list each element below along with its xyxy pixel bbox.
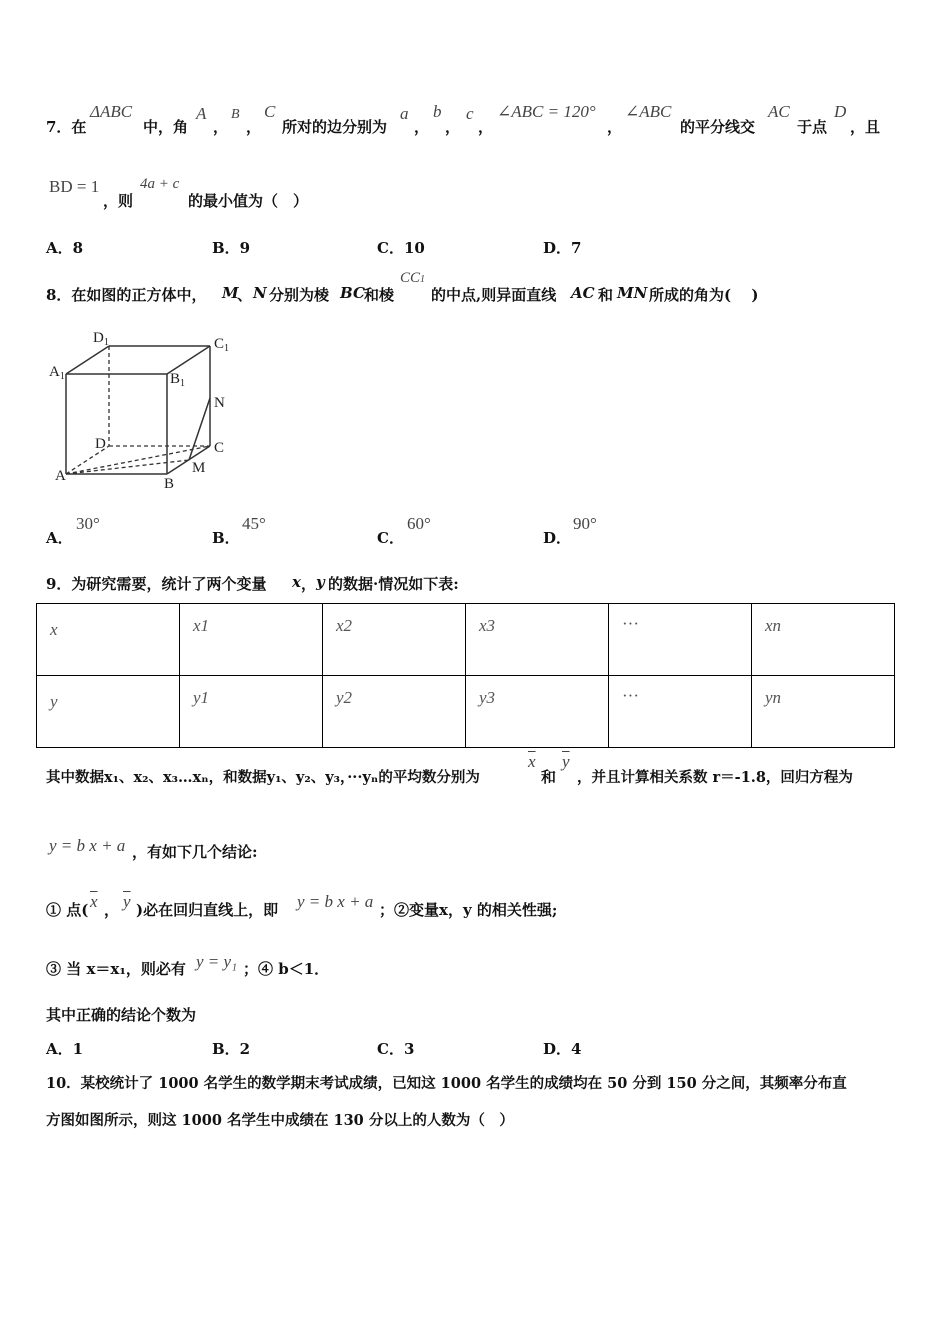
table-cell: ··· bbox=[609, 676, 752, 748]
table-row-x bbox=[37, 604, 895, 676]
q7-expression: 4a + c bbox=[140, 176, 180, 192]
q9-line-1: 其中数据x₁、x₂、x₃…xₙ，和数据y₁、y₂、y₃，···yₙ的平均数分别为 bbox=[46, 769, 480, 786]
q9-conclusion-3a: ③ 当 x＝x₁，则必有 bbox=[46, 960, 186, 978]
q8-number: 8．在如图的正方体中， bbox=[46, 286, 207, 304]
q7-text-7: 的最小值为（ ） bbox=[188, 192, 309, 210]
table-cell: x bbox=[37, 604, 180, 676]
q8-text-3: 的中点,则异面直线 bbox=[431, 286, 557, 304]
q9-ybar: $\overline{y}$ bbox=[562, 752, 570, 771]
q7-point-d: D bbox=[834, 102, 847, 121]
q7-side-b: b bbox=[433, 102, 442, 121]
q7-side-a: a bbox=[400, 104, 409, 123]
q8-option-a-value: 30° bbox=[76, 514, 100, 533]
q7-text-6: ，则 bbox=[103, 192, 134, 210]
q7-segment-ac: AC bbox=[768, 102, 790, 121]
q9-option-d[interactable]: D．4 bbox=[543, 1040, 582, 1058]
q9-intro-a: 9．为研究需要，统计了两个变量 bbox=[46, 575, 267, 593]
q9-option-b[interactable]: B．2 bbox=[212, 1040, 251, 1058]
q7-angle-c: C bbox=[264, 102, 276, 121]
q9-conclusion-3b: ；④ b＜1． bbox=[243, 960, 330, 978]
q7-side-c: c bbox=[466, 104, 474, 123]
edge-b1c1 bbox=[167, 346, 210, 374]
table-cell: x3 bbox=[466, 604, 609, 676]
table-cell: yn bbox=[752, 676, 895, 748]
q7-text-5: ，且 bbox=[850, 118, 881, 136]
q9-option-c[interactable]: C．3 bbox=[377, 1040, 415, 1058]
q7-bd-equation: BD = 1 bbox=[49, 177, 100, 196]
q9-conclusion-3-equation: y = y₁ bbox=[196, 952, 237, 971]
q7-triangle: ΔABC bbox=[90, 102, 133, 121]
table-row-y bbox=[37, 676, 895, 748]
q7-option-d[interactable]: D．7 bbox=[543, 239, 582, 257]
label-a1: $A_1$ bbox=[49, 364, 65, 382]
label-b1: $B_1$ bbox=[170, 371, 186, 389]
q7-angle-b: B bbox=[231, 107, 240, 122]
q8-option-d[interactable]: D． bbox=[543, 529, 572, 547]
table-cell: y1 bbox=[180, 676, 323, 748]
q8-line-ac: AC bbox=[571, 284, 595, 302]
q7-angle-a: A bbox=[196, 104, 207, 123]
table-cell: y3 bbox=[466, 676, 609, 748]
edge-a1d1 bbox=[66, 346, 109, 374]
q8-option-c-value: 60° bbox=[407, 514, 431, 533]
q7-option-b[interactable]: B．9 bbox=[212, 239, 251, 257]
q10-line-1: 10．某校统计了 1000 名学生的数学期末考试成绩，已知这 1000 名学生的成绩均在 50 分到 150 分之间，其频率分布直 bbox=[46, 1075, 847, 1092]
q9-line-2: ，有如下几个结论: bbox=[132, 843, 258, 861]
table-cell: ··· bbox=[609, 604, 752, 676]
q9-option-a[interactable]: A．1 bbox=[46, 1040, 84, 1058]
q9-conclusion-1a: ① 点( bbox=[46, 901, 89, 919]
q7-angle-value: ∠ABC = 120° bbox=[497, 102, 596, 121]
q9-count-question: 其中正确的结论个数为 bbox=[46, 1006, 197, 1024]
q8-text-1: 分别为棱 bbox=[269, 286, 330, 304]
q8-text-4: 和 bbox=[598, 286, 614, 304]
label-m: M bbox=[192, 460, 206, 476]
segment-mn bbox=[189, 398, 210, 460]
q8-option-c[interactable]: C． bbox=[377, 529, 404, 547]
q8-text-5: 所成的角为( ) bbox=[649, 286, 759, 304]
q7-text-4: 于点 bbox=[797, 118, 828, 136]
q8-var-n: N bbox=[253, 284, 267, 302]
label-n: N bbox=[214, 395, 225, 411]
label-c: C bbox=[214, 440, 225, 456]
q8-edge-cc1: CC1 bbox=[400, 270, 426, 286]
q9-regression-equation: y = b x + a bbox=[49, 836, 126, 855]
label-b: B bbox=[164, 476, 175, 492]
q8-text-2: 和棱 bbox=[364, 286, 395, 304]
table-cell: y bbox=[37, 676, 180, 748]
q8-option-a[interactable]: A． bbox=[46, 529, 73, 547]
q8-option-d-value: 90° bbox=[573, 514, 597, 533]
q9-line-1b: ，并且计算相关系数 r＝-1.8，回归方程为 bbox=[577, 769, 853, 786]
q7-text-1: 中，角 bbox=[143, 118, 189, 136]
q9-conclusion-1d: ；②变量x，y 的相关性强; bbox=[379, 901, 558, 919]
table-cell: x2 bbox=[323, 604, 466, 676]
q9-point-ybar: $\overline{y}$ bbox=[123, 892, 131, 911]
q7-number: 7．在 bbox=[46, 118, 87, 136]
q9-conclusion-1-equation: y = b x + a bbox=[297, 892, 374, 911]
q8-option-b-value: 45° bbox=[242, 514, 266, 533]
q8-line-mn: MN bbox=[617, 284, 648, 302]
label-a: A bbox=[55, 468, 66, 484]
table-cell: xn bbox=[752, 604, 895, 676]
q8-option-b[interactable]: B． bbox=[212, 529, 240, 547]
table-cell: x1 bbox=[180, 604, 323, 676]
label-c1: $C_1$ bbox=[214, 336, 230, 354]
q7-option-c[interactable]: C．10 bbox=[377, 239, 425, 257]
q7-text-3: 的平分线交 bbox=[680, 118, 756, 136]
q7-option-a[interactable]: A．8 bbox=[46, 239, 84, 257]
q9-xbar: $\overline{x}$ bbox=[528, 752, 536, 771]
label-d: D bbox=[95, 436, 106, 452]
q8-edge-bc: BC bbox=[340, 284, 365, 302]
label-d1: $D_1$ bbox=[93, 330, 109, 348]
q8-var-m: M bbox=[222, 284, 239, 302]
q7-angle-abc: ∠ABC bbox=[625, 102, 672, 121]
q9-conclusion-1c: )必在回归直线上，即 bbox=[136, 901, 279, 919]
data-table bbox=[36, 603, 895, 748]
q9-point-xbar: $\overline{x}$ bbox=[90, 892, 98, 911]
q9-intro-b: 的数据·情况如下表: bbox=[328, 575, 459, 593]
cube-figure bbox=[44, 326, 244, 496]
q10-line-2: 方图如图所示，则这 1000 名学生中成绩在 130 分以上的人数为（ ） bbox=[46, 1112, 514, 1129]
q7-text-2: 所对的边分别为 bbox=[282, 118, 388, 136]
table-cell: y2 bbox=[323, 676, 466, 748]
